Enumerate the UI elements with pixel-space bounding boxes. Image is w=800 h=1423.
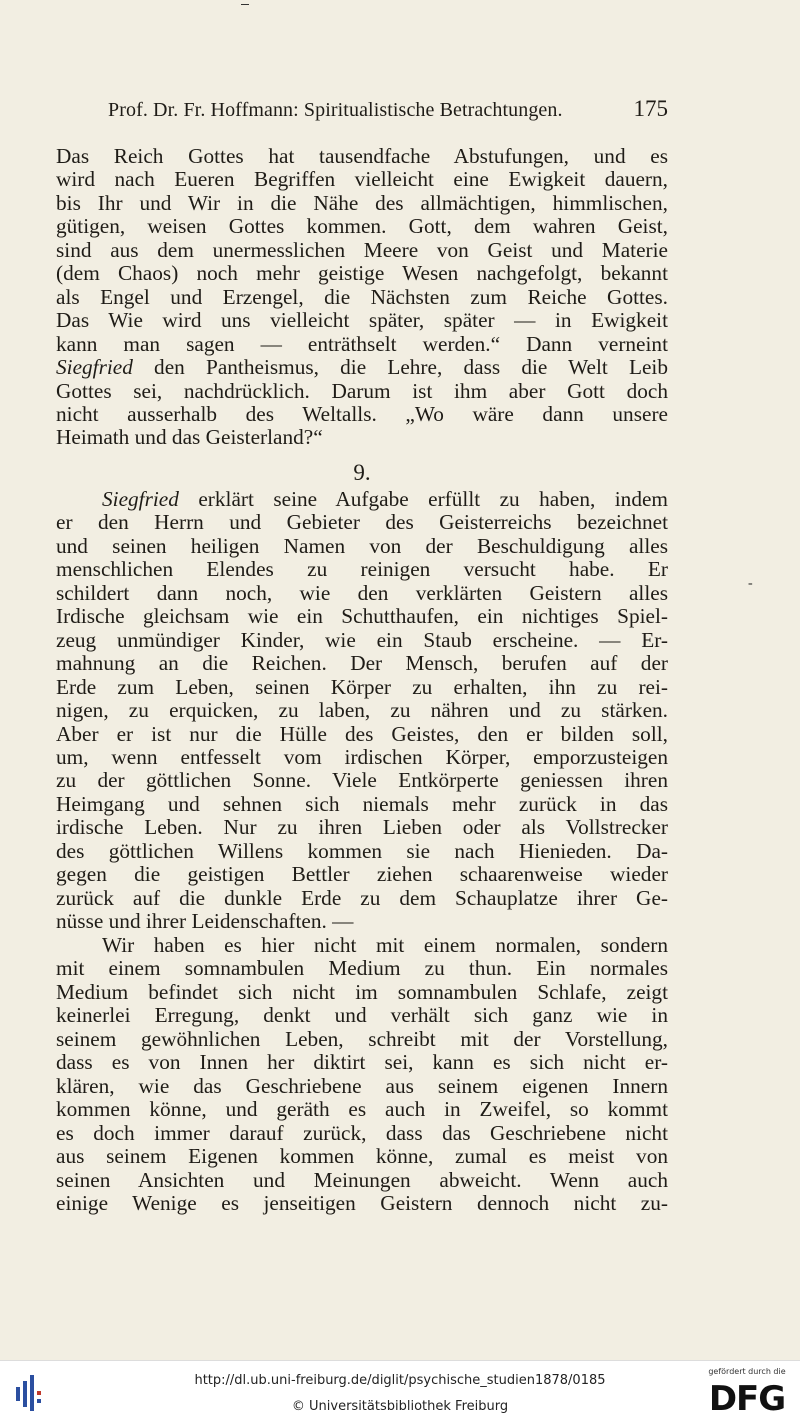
text-line: keinerlei Erregung, denkt und verhält sich ganz wie in bbox=[56, 1003, 668, 1028]
dfg-caption: gefördert durch die bbox=[708, 1367, 786, 1376]
text-line: seinem gewöhnlichen Leben, schreibt mit der Vorstellung, bbox=[56, 1026, 668, 1051]
text-line: gütigen, weisen Gottes kommen. Gott, dem wahren Geist, bbox=[56, 214, 668, 239]
text-line: als Engel und Erzengel, die Nächsten zum Reiche Gottes. bbox=[56, 284, 668, 309]
person-name: Siegfried bbox=[56, 355, 133, 380]
text-line: zu der göttlichen Sonne. Viele Entkörperte geniessen ihren bbox=[56, 768, 668, 793]
text-line: sind aus dem unermesslichen Meere von Geist und Materie bbox=[56, 237, 668, 262]
paragraph-3 bbox=[56, 934, 668, 1215]
running-header bbox=[108, 96, 668, 126]
text-line: zeug unmündiger Kinder, wie ein Staub erscheine. — Er- bbox=[56, 627, 668, 652]
dfg-wordmark: DFG bbox=[708, 1379, 786, 1419]
text-line: und seinen heiligen Namen von der Beschuldigung alles bbox=[56, 533, 668, 558]
text-line: einige Wenige es jenseitigen Geistern dennoch nicht zu- bbox=[56, 1190, 668, 1215]
text-line: nüsse und ihrer Leidenschaften. — bbox=[56, 909, 354, 934]
text-line: wird nach Eueren Begriffen vielleicht eine Ewigkeit dauern, bbox=[56, 167, 668, 192]
paragraph-2 bbox=[56, 488, 668, 934]
text-line: mit einem somnambulen Medium zu thun. Ein normales bbox=[56, 956, 668, 981]
text-line: dass es von Innen her diktirt sei, kann es sich nicht er- bbox=[56, 1050, 668, 1075]
running-title: Prof. Dr. Fr. Hoffmann: Spiritualistische Betrachtungen. bbox=[108, 99, 563, 121]
text-line: nicht ausserhalb des Weltalls. „Wo wäre dann unsere bbox=[56, 401, 668, 426]
text-line: menschlichen Elendes zu reinigen versucht habe. Er bbox=[56, 557, 668, 582]
text-line: Gottes sei, nachdrücklich. Darum ist ihm aber Gott doch bbox=[56, 378, 668, 403]
margin-mark: - bbox=[748, 576, 753, 591]
text-line: Irdische gleichsam wie ein Schutthaufen, ein nichtiges Spiel- bbox=[56, 604, 668, 629]
person-name: Siegfried bbox=[102, 487, 179, 511]
text-line: Wir haben es hier nicht mit einem normalen, sondern bbox=[102, 933, 668, 957]
text-line: um, wenn entfesselt vom irdischen Körper, emporzusteigen bbox=[56, 744, 668, 769]
text-line: Heimgang und sehnen sich niemals mehr zurück in das bbox=[56, 791, 668, 816]
text-line: Das Wie wird uns vielleicht später, später — in Ewigkeit bbox=[56, 308, 668, 333]
source-url-link[interactable]: http://dl.ub.uni-freiburg.de/diglit/psychische_studien1878/0185 bbox=[194, 1373, 606, 1388]
text-line: Das Reich Gottes hat tausendfache Abstufungen, und es bbox=[56, 144, 668, 168]
text-line: Heimath und das Geisterland?“ bbox=[56, 425, 323, 450]
dfg-logo bbox=[702, 1367, 792, 1419]
text-line: Erde zum Leben, seinen Körper zu erhalten, ihn zu rei- bbox=[56, 674, 668, 699]
text-line: nigen, zu erquicken, zu laben, zu nähren und zu stärken. bbox=[56, 698, 668, 723]
text-line: irdische Leben. Nur zu ihren Lieben oder als Vollstrecker bbox=[56, 815, 668, 840]
text-line bbox=[56, 356, 668, 379]
footer-bar bbox=[0, 1360, 800, 1423]
text-line bbox=[56, 488, 668, 511]
text-line: des göttlichen Willens kommen sie nach Hienieden. Da- bbox=[56, 838, 668, 863]
section-number: 9. bbox=[353, 460, 371, 485]
text-line: gegen die geistigen Bettler ziehen schaarenweise wieder bbox=[56, 862, 668, 887]
text-line: kommen könne, und geräth es auch in Zweifel, so kommt bbox=[56, 1097, 668, 1122]
text-line: aus seinem Eigenen kommen könne, zumal es meist von bbox=[56, 1144, 668, 1169]
text-line: Medium befindet sich nicht im somnambulen Schlafe, zeigt bbox=[56, 979, 668, 1004]
text-line: er den Herrn und Gebieter des Geisterreichs bezeichnet bbox=[56, 510, 668, 535]
top-edge-mark bbox=[241, 4, 249, 5]
text-line: mahnung an die Reichen. Der Mensch, berufen auf der bbox=[56, 651, 668, 676]
text-span: den Pantheismus, die Lehre, dass die Welt Leib bbox=[132, 355, 668, 380]
paragraph-1 bbox=[56, 145, 668, 450]
text-line: zurück auf die dunkle Erde zu dem Schauplatze ihrer Ge- bbox=[56, 885, 668, 910]
copyright-notice: © Universitätsbibliothek Freiburg bbox=[291, 1399, 509, 1414]
text-line: bis Ihr und Wir in die Nähe des allmächtigen, himmlischen, bbox=[56, 190, 668, 215]
text-line: kann man sagen — enträthselt werden.“ Dann verneint bbox=[56, 331, 668, 356]
text-line: (dem Chaos) noch mehr geistige Wesen nachgefolgt, bekannt bbox=[56, 261, 668, 286]
text-span: erklärt seine Aufgabe erfüllt zu haben, indem bbox=[178, 487, 668, 511]
text-line: es doch immer darauf zurück, dass das Geschriebene nicht bbox=[56, 1120, 668, 1145]
page-number: 175 bbox=[633, 96, 668, 121]
text-line: schildert dann noch, wie den verklärten Geistern alles bbox=[56, 580, 668, 605]
text-line: Aber er ist nur die Hülle des Geistes, den er bilden soll, bbox=[56, 721, 668, 746]
text-line: seinen Ansichten und Meinungen abweicht. Wenn auch bbox=[56, 1167, 668, 1192]
text-line: klären, wie das Geschriebene aus seinem eigenen Innern bbox=[56, 1073, 668, 1098]
